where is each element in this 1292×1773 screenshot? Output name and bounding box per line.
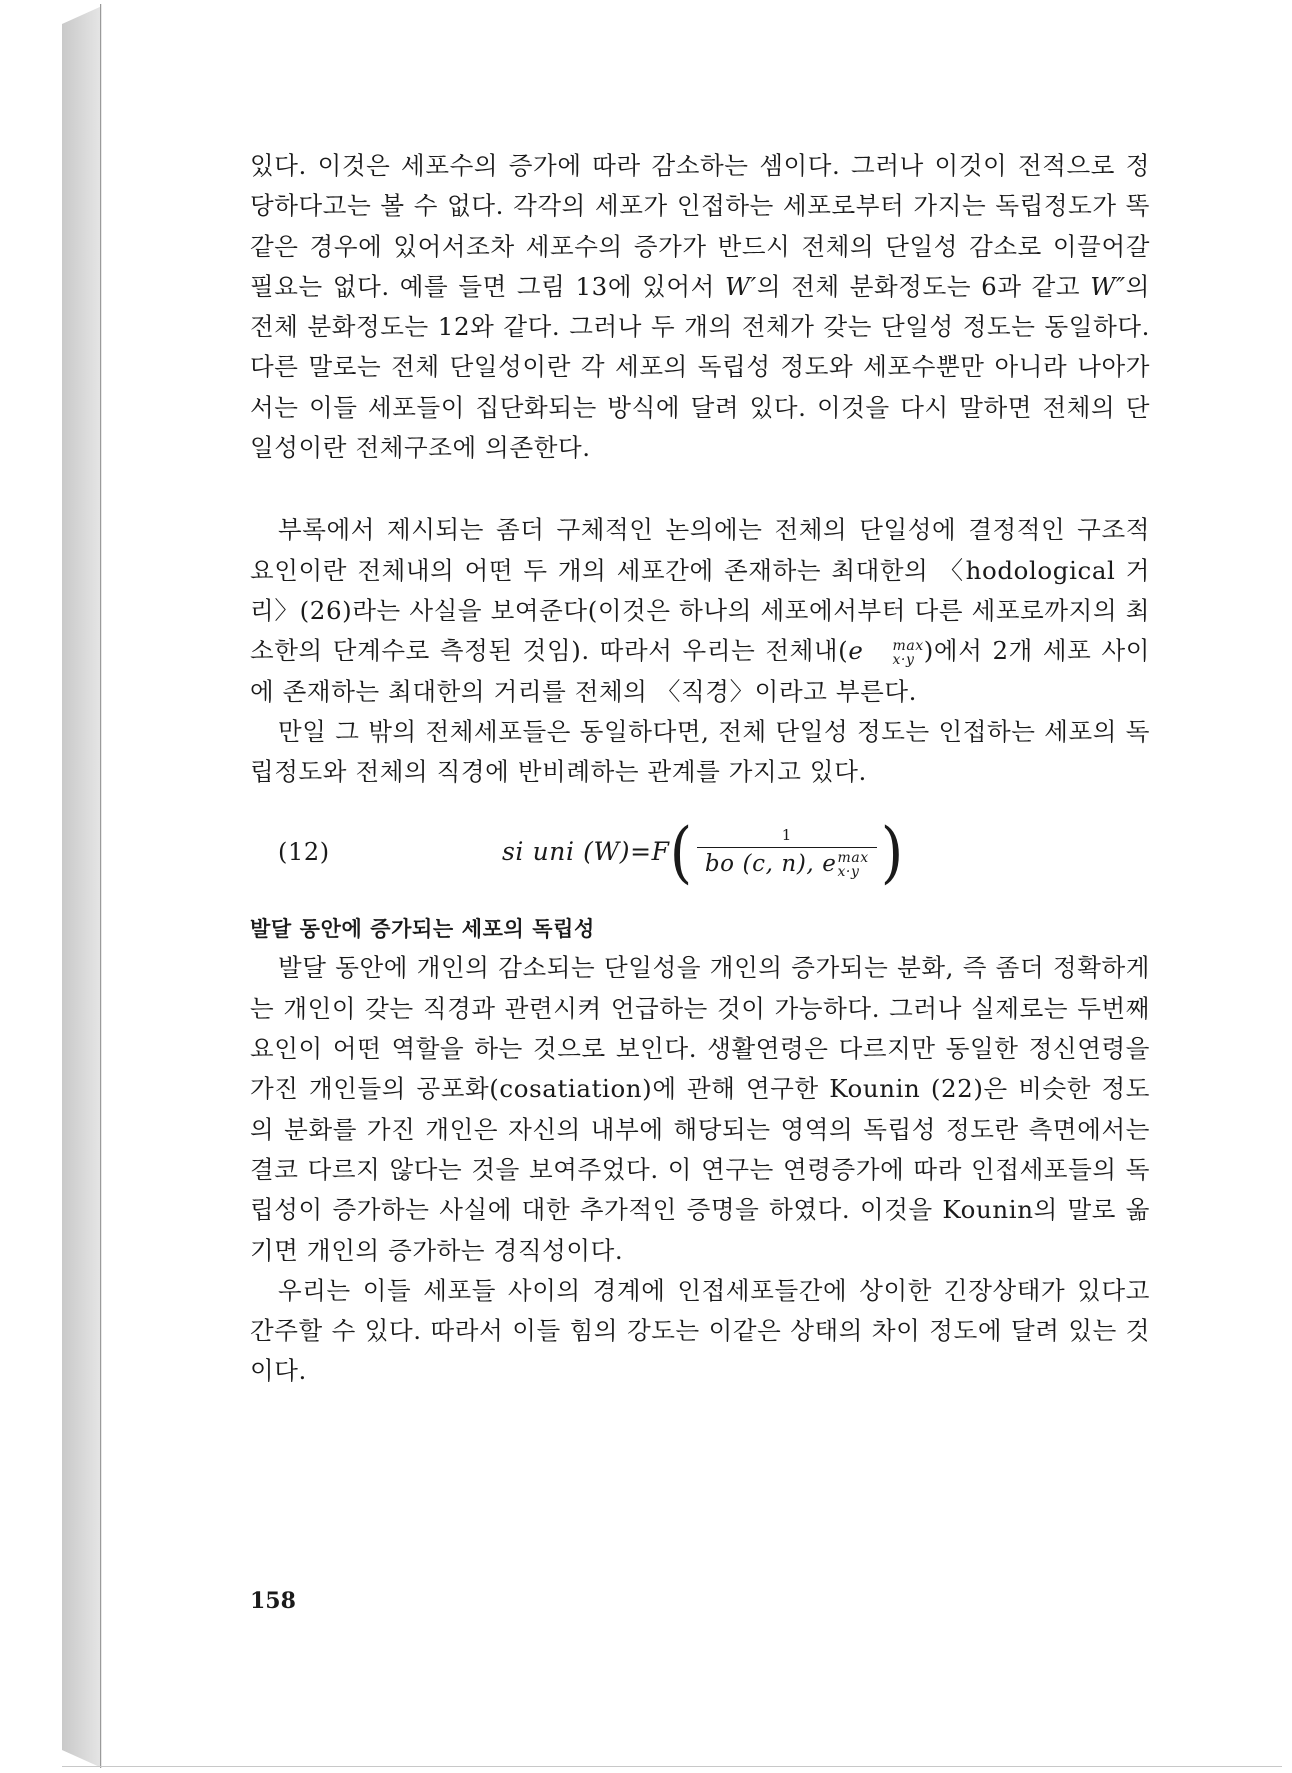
right-paren: ) xyxy=(880,813,904,892)
paragraph-1-tail-c: 의 전체 분화정도는 12와 같다. 그러나 두 개의 전체가 갖는 단일성 정도는 동일하다. 다른 말로는 전체 단일성이란 각 세포의 독립성 정도와 세포수뿐만 아니라 나아가서는 이들 세포들이 집단화되는 방식에 달려 있다. 이것을 다시 말하면 전체의 단일성이란 전체구조에 의존한다. xyxy=(250,271,1151,463)
paragraph-1-tail-a: 13에 있어서 xyxy=(575,271,725,301)
paragraph-5: 우리는 이들 세포들 사이의 경계에 인접세포들간에 상이한 긴장상태가 있다고 간주할 수 있다. 따라서 이들 힘의 강도는 이같은 상태의 차이 정도에 달려 있는 것이다. xyxy=(250,1275,1150,1386)
denominator-text: bo (c, n), e xyxy=(704,850,837,877)
equation-lhs: si uni (W)=F xyxy=(502,837,670,867)
denominator-sup: max xyxy=(837,849,869,866)
denominator-subsup xyxy=(837,851,868,879)
diameter-sub: x·y xyxy=(892,651,915,668)
diameter-sup: max xyxy=(892,637,924,654)
equation-fraction xyxy=(697,825,877,880)
paragraph-2-text-b: )에서 2개 세포 사이에 존재하는 최대한의 거리를 전체의 〈직경〉이라고 부른다. xyxy=(250,636,1150,706)
paragraph-3: 만일 그 밖의 전체세포들은 동일하다면, 전체 단일성 정도는 인접하는 세포의 독립정도와 전체의 직경에 반비례하는 관계를 가지고 있다. xyxy=(250,716,1150,787)
paragraph-1 xyxy=(250,146,1150,468)
paragraph-2-text-a: 부록에서 제시되는 좀더 구체적인 논의에는 전체의 단일성에 결정적인 구조적 요인이란 전체내의 어떤 두 개의 세포간에 존재하는 최대한의 〈hodological 거리〉(26)라는 사실을 보여준다(이것은 하나의 세포에서부터 다른 세포로까지의 최소한의 단계수로 측정된 것임). 따라서 우리는 전체내( xyxy=(250,515,1150,666)
paragraph-1-text: 있다. 이것은 세포수의 증가에 따라 감소하는 셈이다. 그러나 이것이 전적으로 정당하다고는 볼 수 없다. 각각의 세포가 인접하는 세포로부터 가지는 독립정도가 똑같은 경우에 있어서조차 세포수의 증가가 반드시 전체의 단일성 감소로 이끌어갈 필요는 없다. 예를 들면 그림 xyxy=(250,151,1150,301)
w-prime: W′ xyxy=(724,271,757,301)
equation-12 xyxy=(250,814,1150,890)
w-double-prime: W″ xyxy=(1090,271,1126,301)
fraction-numerator: 1 xyxy=(781,825,792,844)
page-body xyxy=(250,146,1150,1392)
denominator-sub: x·y xyxy=(837,863,860,880)
paragraph-4: 발달 동안에 개인의 감소되는 단일성을 개인의 증가되는 분화, 즉 좀더 정확하게는 개인이 갖는 직경과 관련시켜 언급하는 것이 가능하다. 그러나 실제로는 두번째 요인이 어떤 역할을 하는 것으로 보인다. 생활연령은 다르지만 동일한 정신연령을 가진 개인들의 공포화(cosatiation)에 관해 연구한 Kounin (22)은 비슷한 정도의 분화를 가진 개인은 자신의 내부에 해당되는 영역의 독립성 정도란 측면에서는 결코 다르지 않다는 것을 보여주었다. 이 연구는 연령증가에 따라 인접세포들의 독립성이 증가하는 사실에 대한 추가적인 증명을 하였다. 이것을 Kounin의 말로 옮기면 개인의 증가하는 경직성이다. xyxy=(250,953,1150,1265)
page-number: 158 xyxy=(250,1588,296,1614)
diameter-subsup xyxy=(864,639,923,667)
paragraph-1-tail-b: 의 전체 분화정도는 6과 같고 xyxy=(756,271,1091,301)
paragraph-2 xyxy=(250,510,1150,711)
equation-number: (12) xyxy=(278,838,330,867)
book-edge xyxy=(62,6,102,1768)
section-heading: 발달 동안에 증가되는 세포의 독립성 xyxy=(250,917,595,942)
fraction-denominator xyxy=(697,847,877,880)
left-paren: ( xyxy=(669,813,693,892)
equation-body xyxy=(502,814,904,890)
page-bottom-edge xyxy=(62,1766,1282,1767)
diameter-symbol: e xyxy=(848,636,864,666)
paragraph-gap xyxy=(250,468,1150,510)
